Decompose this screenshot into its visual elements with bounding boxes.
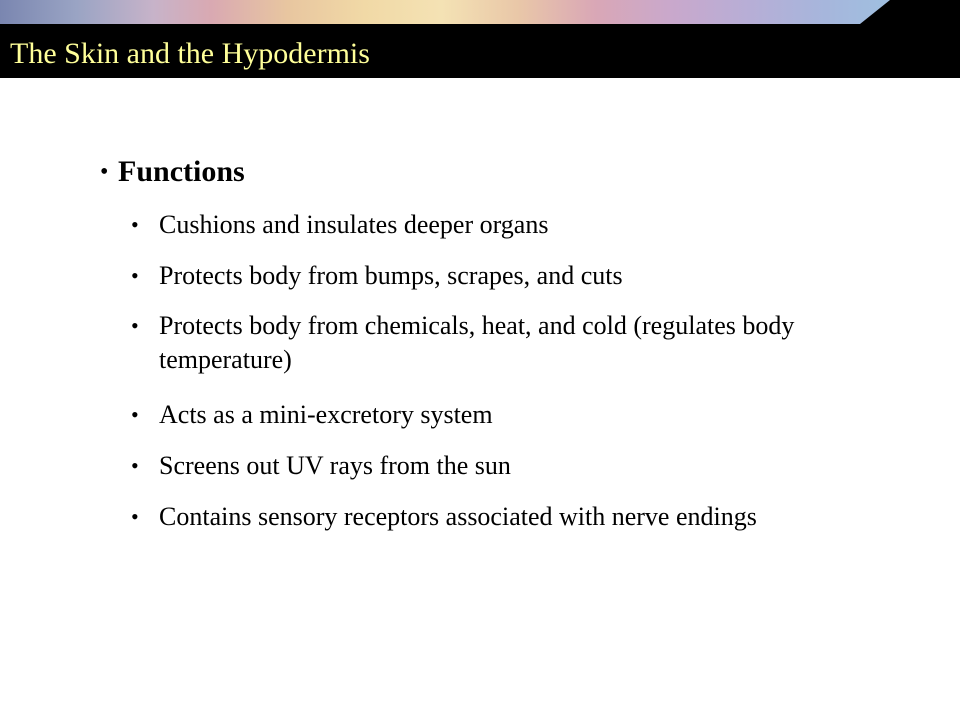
bullet-icon: • (131, 313, 139, 338)
bullet-icon: • (131, 453, 139, 478)
list-item (131, 449, 891, 483)
list-item-text: Cushions and insulates deeper organs (159, 210, 549, 239)
bullet-icon: • (131, 402, 139, 427)
list-item-text: Contains sensory receptors associated with nerve endings (159, 502, 757, 531)
list-item (131, 398, 891, 432)
list-item (131, 259, 891, 293)
main-bullet-label: Functions (118, 155, 245, 188)
bullet-icon: • (100, 159, 109, 185)
decorative-header-band (0, 0, 960, 24)
list-item (131, 309, 891, 377)
list-item (131, 208, 891, 242)
bullet-icon: • (131, 263, 139, 288)
list-item-text: Protects body from bumps, scrapes, and cuts (159, 261, 623, 290)
bullet-icon: • (131, 212, 139, 237)
list-item-text: Acts as a mini-excretory system (159, 400, 493, 429)
list-item (131, 500, 891, 534)
bullet-icon: • (131, 504, 139, 529)
slide-title: The Skin and the Hypodermis (10, 37, 370, 70)
list-item-text: Screens out UV rays from the sun (159, 451, 511, 480)
list-item-text: Protects body from chemicals, heat, and cold (regulates body temperature) (159, 311, 795, 374)
header-corner (860, 0, 960, 24)
